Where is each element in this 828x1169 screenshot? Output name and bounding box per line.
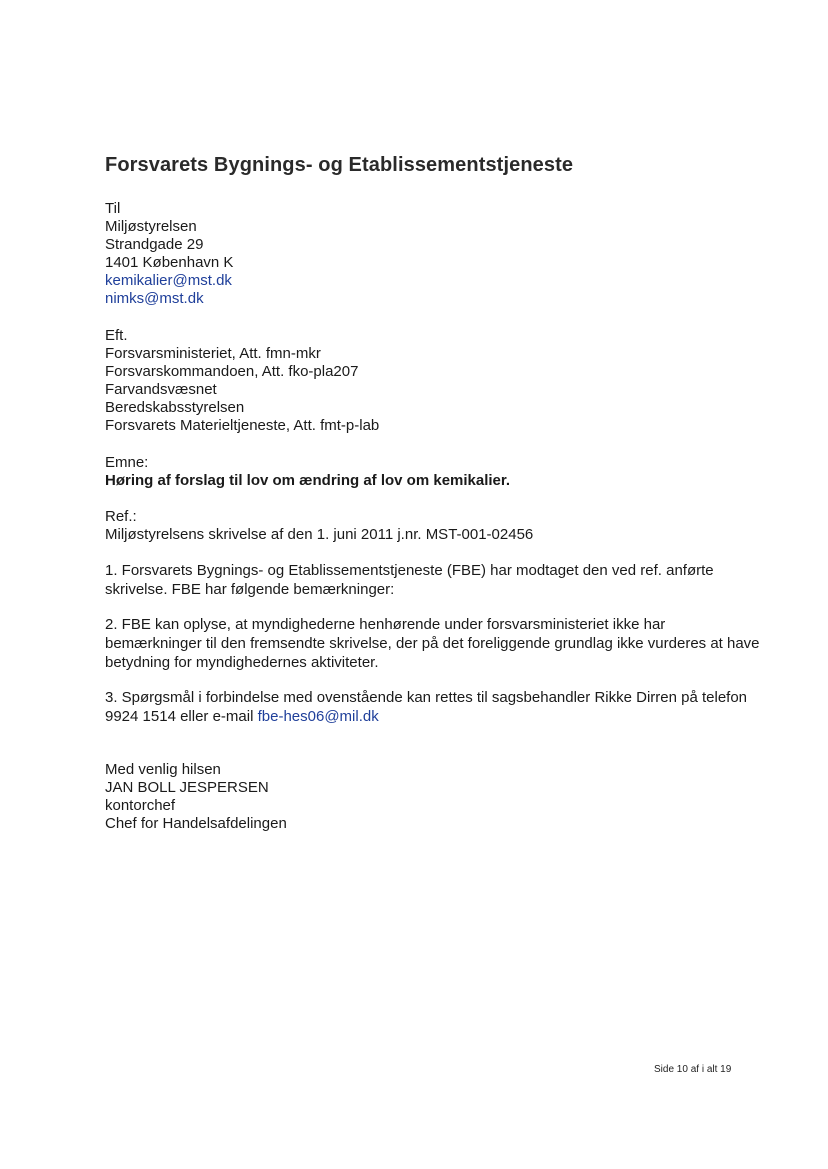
recipient-block bbox=[105, 200, 233, 308]
recipient-street: Strandgade 29 bbox=[105, 236, 204, 253]
signature-name: JAN BOLL JESPERSEN bbox=[105, 779, 269, 796]
document-heading: Forsvarets Bygnings- og Etablissementstjeneste bbox=[105, 154, 574, 176]
copy-to-item: Forsvarskommandoen, Att. fko-pla207 bbox=[105, 363, 359, 380]
copy-to-item: Forsvarsministeriet, Att. fmn-mkr bbox=[105, 345, 321, 362]
contact-email-link[interactable]: fbe-hes06@mil.dk bbox=[257, 708, 379, 725]
copy-to-block bbox=[105, 327, 379, 435]
copy-to-label: Eft. bbox=[105, 327, 128, 344]
subject-text: Høring af forslag til lov om ændring af lov om kemikalier. bbox=[105, 472, 511, 489]
subject-label: Emne: bbox=[105, 454, 149, 471]
recipient-city: 1401 København K bbox=[105, 254, 234, 271]
copy-to-item: Beredskabsstyrelsen bbox=[105, 399, 245, 416]
paragraph-2: 2. FBE kan oplyse, at myndighederne henhørende under forsvarsministeriet ikke har bemærkninger til den fremsendte skrivelse, der på det foreliggende grundlag ikke vurderes at have betydning for myndighedernes aktiviteter. bbox=[105, 616, 760, 671]
paragraph-3-text: 3. Spørgsmål i forbindelse med ovenstående kan rettes til sagsbehandler Rikke Dirren på telefon 9924 1514 eller e-mail bbox=[105, 689, 748, 725]
recipient-email-link-2[interactable]: nimks@mst.dk bbox=[105, 290, 204, 307]
signature-department: Chef for Handelsafdelingen bbox=[105, 815, 287, 832]
paragraph-1: 1. Forsvarets Bygnings- og Etablissementstjeneste (FBE) har modtaget den ved ref. anførte skrivelse. FBE har følgende bemærkninger: bbox=[105, 562, 714, 598]
recipient-name: Miljøstyrelsen bbox=[105, 218, 197, 235]
copy-to-item: Forsvarets Materieltjeneste, Att. fmt-p-lab bbox=[105, 417, 380, 434]
recipient-email-link-1[interactable]: kemikalier@mst.dk bbox=[105, 272, 232, 289]
recipient-label: Til bbox=[105, 200, 121, 217]
signature-title: kontorchef bbox=[105, 797, 176, 814]
page-number: Side 10 af i alt 19 bbox=[654, 1064, 732, 1075]
reference-label: Ref.: bbox=[105, 508, 137, 525]
subject-block bbox=[105, 454, 510, 490]
signature-closing: Med venlig hilsen bbox=[105, 761, 221, 778]
paragraph-3 bbox=[105, 688, 765, 726]
copy-to-item: Farvandsvæsnet bbox=[105, 381, 217, 398]
reference-text: Miljøstyrelsens skrivelse af den 1. juni 2011 j.nr. MST-001-02456 bbox=[105, 526, 534, 543]
reference-block bbox=[105, 508, 533, 544]
signature-block bbox=[105, 761, 287, 833]
